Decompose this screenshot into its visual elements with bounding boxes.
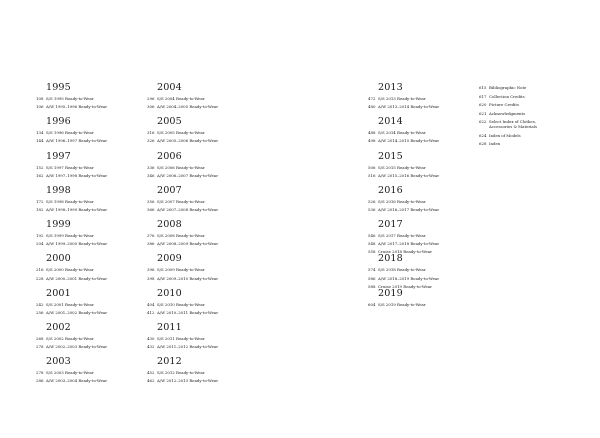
year-block <box>147 82 218 116</box>
collection-entry <box>147 103 218 111</box>
year-heading: 2005 <box>157 116 182 128</box>
collection-title: A/W 2004–2005 Ready-to-Wear <box>157 104 219 110</box>
page-number: 398 <box>147 275 155 281</box>
page-number: 506 <box>368 164 376 170</box>
year-heading: 2011 <box>157 322 182 334</box>
collection-title: S/S 2010 Ready-to-Wear <box>157 301 205 307</box>
back-matter-entry <box>479 142 537 147</box>
year-heading: 2007 <box>157 184 182 196</box>
collection-entry <box>147 137 218 145</box>
collection-title: S/S 1995 Ready-to-Wear <box>46 96 94 101</box>
page-number: 366 <box>147 206 155 212</box>
collection-title: S/S 2016 Ready-to-Wear <box>378 198 426 204</box>
page-number: 152 <box>36 164 44 170</box>
collection-title: S/S 2001 Ready-to-Wear <box>46 301 94 307</box>
collection-title: A/W 1997–1998 Ready-to-Wear <box>46 172 108 178</box>
year-heading: 2010 <box>157 287 182 299</box>
collection-entry <box>36 95 107 103</box>
collection-entry <box>368 266 439 274</box>
page-number: 268 <box>36 336 44 342</box>
collection-title: A/W 1995–1996 Ready-to-Wear <box>46 104 108 110</box>
collection-title: S/S 2013 Ready-to-Wear <box>378 96 426 101</box>
year-block <box>147 288 218 322</box>
collection-entry <box>368 275 439 283</box>
page-number: 574 <box>368 267 376 273</box>
collection-title: S/S 2019 Ready-to-Wear <box>378 301 426 307</box>
page-number: 617 <box>479 93 487 99</box>
collection-entry <box>36 275 107 283</box>
page-number: 296 <box>147 96 155 101</box>
year-block <box>36 253 107 287</box>
index-column-3 <box>368 82 439 322</box>
page-number: 404 <box>147 301 155 307</box>
page-number: 526 <box>368 198 376 204</box>
page-number: 386 <box>147 241 155 247</box>
collection-entry <box>36 309 107 317</box>
collection-entry <box>147 172 218 180</box>
page-number: 546 <box>368 233 376 239</box>
page-number: 316 <box>147 130 155 136</box>
collection-title: A/W 2016–2017 Ready-to-Wear <box>378 206 440 212</box>
back-matter-entry <box>479 103 537 108</box>
year-heading: 2006 <box>157 150 182 162</box>
collection-title: Cruise 2019 Ready-to-Wear <box>378 283 432 289</box>
back-matter-entry <box>479 120 537 130</box>
collection-entry <box>368 240 439 248</box>
year-heading: 2013 <box>378 82 403 93</box>
page-number: 412 <box>147 309 155 315</box>
collection-title: S/S 1998 Ready-to-Wear <box>46 198 94 204</box>
page-number: 604 <box>368 301 376 307</box>
page-number: 106 <box>36 104 44 110</box>
year-heading: 2002 <box>46 322 71 334</box>
page-number: 472 <box>368 96 376 101</box>
collection-entry <box>147 343 218 351</box>
collection-entry <box>368 103 439 111</box>
collection-title: S/S 2008 Ready-to-Wear <box>157 233 205 239</box>
year-heading: 2017 <box>378 219 403 231</box>
year-heading: 2012 <box>157 356 182 368</box>
year-heading: 1996 <box>46 116 71 128</box>
collection-entry <box>368 172 439 180</box>
collection-title: S/S 2007 Ready-to-Wear <box>157 198 205 204</box>
collection-entry <box>147 240 218 248</box>
collection-entry <box>147 164 218 172</box>
year-block <box>147 322 218 356</box>
collection-title: S/S 2011 Ready-to-Wear <box>157 336 205 342</box>
back-matter-entry <box>479 134 537 139</box>
collection-entry <box>36 103 107 111</box>
page-number: 376 <box>147 233 155 239</box>
collection-entry <box>36 129 107 137</box>
year-block <box>36 185 107 219</box>
page-number: 498 <box>368 138 376 144</box>
year-block <box>147 253 218 287</box>
collection-entry <box>147 198 218 206</box>
collection-entry <box>147 369 218 377</box>
year-heading: 2009 <box>157 253 182 265</box>
collection-title: A/W 1996–1997 Ready-to-Wear <box>46 138 108 144</box>
page-number: 432 <box>147 344 155 350</box>
page-number: 621 <box>479 110 487 116</box>
page-number: 172 <box>36 198 44 204</box>
page-number: 278 <box>36 344 44 350</box>
collection-entry <box>147 95 218 103</box>
collection-entry <box>36 377 107 385</box>
page-number: 628 <box>479 141 487 147</box>
collection-entry <box>147 232 218 240</box>
year-block <box>36 219 107 253</box>
collection-entry <box>36 172 107 180</box>
page-number: 620 <box>479 102 487 108</box>
collection-entry <box>36 164 107 172</box>
page-number: 326 <box>147 138 155 144</box>
year-heading: 2014 <box>378 116 403 128</box>
collection-entry <box>368 301 439 309</box>
page-number: 430 <box>147 336 155 342</box>
year-block <box>147 116 218 150</box>
section-title: Collection Credits <box>489 93 525 99</box>
page-number: 108 <box>36 96 44 101</box>
collection-title: A/W 2010–2011 Ready-to-Wear <box>157 309 219 315</box>
collection-title: Cruise 2018 Ready-to-Wear <box>378 249 432 255</box>
page-number: 216 <box>36 267 44 273</box>
collection-title: S/S 2002 Ready-to-Wear <box>46 336 94 342</box>
year-heading: 2001 <box>46 287 71 299</box>
page-number: 192 <box>36 233 44 239</box>
page-number: 624 <box>479 132 487 138</box>
collection-title: S/S 1996 Ready-to-Wear <box>46 130 94 136</box>
collection-entry <box>36 369 107 377</box>
index-column-2 <box>147 82 218 391</box>
year-block <box>368 82 439 116</box>
collection-title: S/S 2000 Ready-to-Wear <box>46 267 94 273</box>
page-number: 346 <box>147 172 155 178</box>
page-number: 480 <box>368 104 376 110</box>
page-number: 462 <box>147 378 155 384</box>
year-block <box>147 356 218 390</box>
collection-entry <box>368 129 439 137</box>
collection-title: A/W 2001–2002 Ready-to-Wear <box>46 309 108 315</box>
page-number: 356 <box>147 198 155 204</box>
page-number: 615 <box>479 85 487 90</box>
collection-entry <box>36 343 107 351</box>
collection-title: A/W 2008–2009 Ready-to-Wear <box>157 241 219 247</box>
page-number: 588 <box>368 283 376 289</box>
year-heading: 1998 <box>46 184 71 196</box>
year-heading: 1997 <box>46 150 71 162</box>
page-number: 256 <box>36 309 44 315</box>
collection-title: A/W 2003–2004 Ready-to-Wear <box>46 378 108 384</box>
year-block <box>36 151 107 185</box>
collection-entry <box>147 301 218 309</box>
index-column-1 <box>36 82 107 391</box>
back-matter-entry <box>479 95 537 100</box>
collection-entry <box>147 335 218 343</box>
year-block <box>36 322 107 356</box>
section-title: Acknowledgments <box>489 110 526 116</box>
collection-title: A/W 2012–2013 Ready-to-Wear <box>157 378 219 384</box>
year-heading: 2018 <box>378 253 403 265</box>
page-number: 182 <box>36 206 44 212</box>
collection-title: S/S 1997 Ready-to-Wear <box>46 164 94 170</box>
collection-entry <box>147 377 218 385</box>
collection-entry <box>147 266 218 274</box>
collection-title: A/W 2007–2008 Ready-to-Wear <box>157 206 219 212</box>
page-number: 162 <box>36 172 44 178</box>
collection-entry <box>368 164 439 172</box>
page-number: 516 <box>368 172 376 178</box>
collection-entry <box>368 137 439 145</box>
page-number: 144 <box>36 138 44 144</box>
year-block <box>368 288 439 322</box>
collection-title: S/S 2017 Ready-to-Wear <box>378 233 426 239</box>
collection-title: A/W 2000–2001 Ready-to-Wear <box>46 275 108 281</box>
page-number: 452 <box>147 370 155 376</box>
collection-title: A/W 2002–2003 Ready-to-Wear <box>46 344 108 350</box>
collection-title: A/W 2014–2015 Ready-to-Wear <box>378 138 440 144</box>
collection-entry <box>36 206 107 214</box>
page-number: 488 <box>368 130 376 136</box>
page-number: 306 <box>147 104 155 110</box>
page-number: 558 <box>368 249 376 255</box>
year-block <box>147 151 218 185</box>
collection-title: S/S 2003 Ready-to-Wear <box>46 370 94 376</box>
collection-title: A/W 2015–2016 Ready-to-Wear <box>378 172 440 178</box>
year-heading: 2004 <box>157 82 182 93</box>
collection-entry <box>36 240 107 248</box>
page-number: 396 <box>147 267 155 273</box>
page-number: 134 <box>36 130 44 136</box>
back-matter-column <box>479 86 537 151</box>
year-block <box>368 116 439 150</box>
collection-title: S/S 2014 Ready-to-Wear <box>378 130 426 136</box>
page-number: 228 <box>36 275 44 281</box>
collection-title: A/W 2013–2014 Ready-to-Wear <box>378 104 440 110</box>
collection-title: A/W 2009–2010 Ready-to-Wear <box>157 275 219 281</box>
year-block <box>368 151 439 185</box>
year-block <box>368 185 439 219</box>
page-number: 278 <box>36 370 44 376</box>
collection-entry <box>36 198 107 206</box>
year-heading: 1999 <box>46 219 71 231</box>
year-block <box>36 356 107 390</box>
page-number: 336 <box>147 164 155 170</box>
page-number: 286 <box>36 378 44 384</box>
collection-entry <box>147 206 218 214</box>
section-title: Accessories & Materials <box>489 124 537 130</box>
collection-entry <box>147 129 218 137</box>
collection-entry <box>368 198 439 206</box>
year-heading: 1995 <box>46 82 71 93</box>
collection-entry <box>368 232 439 240</box>
collection-title: A/W 2018–2019 Ready-to-Wear <box>378 275 440 281</box>
collection-title: S/S 2018 Ready-to-Wear <box>378 267 426 273</box>
collection-entry <box>36 137 107 145</box>
collection-entry <box>368 95 439 103</box>
collection-entry <box>147 309 218 317</box>
year-heading: 2008 <box>157 219 182 231</box>
year-block <box>36 82 107 116</box>
year-heading: 2019 <box>378 287 403 299</box>
year-block <box>368 219 439 253</box>
collection-entry <box>36 266 107 274</box>
section-title: Select Index of Clothes, <box>489 119 536 125</box>
collection-title: A/W 2011–2012 Ready-to-Wear <box>157 344 219 350</box>
back-matter-entry <box>479 86 537 91</box>
year-heading: 2016 <box>378 184 403 196</box>
year-block <box>368 253 439 287</box>
collection-title: S/S 2009 Ready-to-Wear <box>157 267 205 273</box>
section-title: Picture Credits <box>489 102 519 108</box>
year-block <box>147 185 218 219</box>
collection-title: A/W 1998–1999 Ready-to-Wear <box>46 206 108 212</box>
year-block <box>36 288 107 322</box>
collection-entry <box>36 301 107 309</box>
collection-title: A/W 2005–2006 Ready-to-Wear <box>157 138 219 144</box>
collection-entry <box>36 335 107 343</box>
year-heading: 2015 <box>378 150 403 162</box>
year-block <box>147 219 218 253</box>
page-number: 242 <box>36 301 44 307</box>
collection-title: S/S 2012 Ready-to-Wear <box>157 370 205 376</box>
collection-title: S/S 2015 Ready-to-Wear <box>378 164 426 170</box>
page-number: 536 <box>368 206 376 212</box>
collection-title: S/S 2004 Ready-to-Wear <box>157 96 205 101</box>
collection-title: A/W 1999–2000 Ready-to-Wear <box>46 241 108 247</box>
section-title: Index <box>489 141 501 147</box>
page-number: 586 <box>368 275 376 281</box>
collection-entry <box>36 232 107 240</box>
collection-title: S/S 2005 Ready-to-Wear <box>157 130 205 136</box>
collection-title: S/S 1999 Ready-to-Wear <box>46 233 94 239</box>
collection-entry <box>147 275 218 283</box>
year-heading: 2000 <box>46 253 71 265</box>
page-number: 622 <box>479 119 487 125</box>
year-heading: 2003 <box>46 356 71 368</box>
year-block <box>36 116 107 150</box>
collection-title: S/S 2006 Ready-to-Wear <box>157 164 205 170</box>
page-number: 548 <box>368 241 376 247</box>
page-number: 204 <box>36 241 44 247</box>
section-title: Bibliographic Note <box>489 85 527 90</box>
collection-title: A/W 2017–2018 Ready-to-Wear <box>378 241 440 247</box>
collection-entry <box>368 206 439 214</box>
back-matter-entry <box>479 112 537 117</box>
collection-title: A/W 2006–2007 Ready-to-Wear <box>157 172 219 178</box>
section-title: Index of Models <box>489 132 521 138</box>
